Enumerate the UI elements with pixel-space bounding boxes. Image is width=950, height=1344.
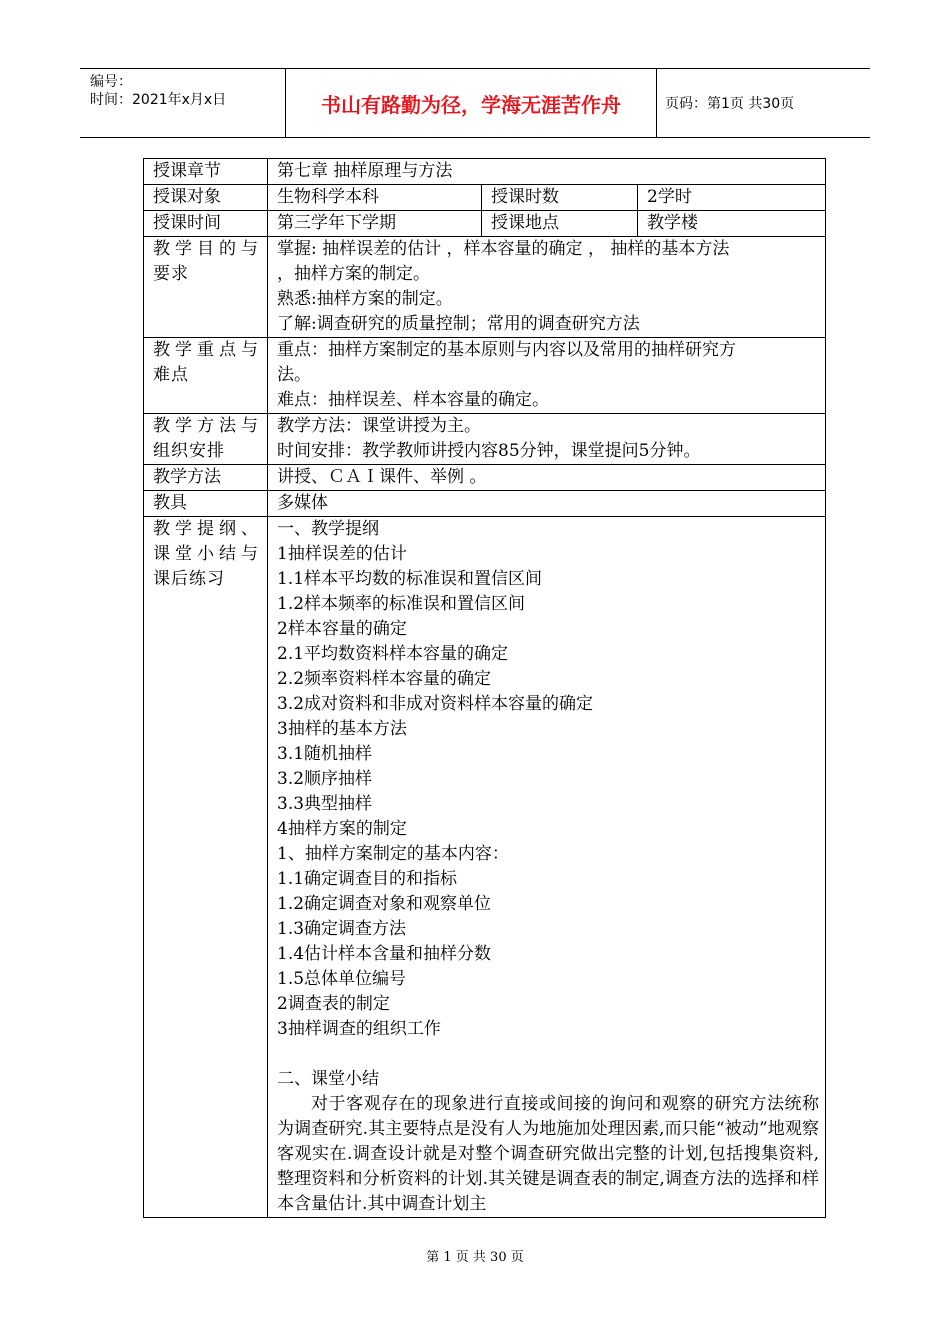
outline-line: 4抽样方案的制定 bbox=[277, 819, 407, 839]
outline-line: 1、抽样方案制定的基本内容： bbox=[277, 844, 509, 864]
outline-list bbox=[277, 517, 825, 1042]
header-page-label: 页码：第1页 共30页 bbox=[665, 96, 795, 112]
goals-line: ，抽样方案的制定。 bbox=[277, 264, 430, 284]
hours-label: 授课时数 bbox=[482, 185, 638, 211]
time-label: 授课时间 bbox=[144, 211, 268, 237]
outline-line: 1抽样误差的估计 bbox=[277, 544, 407, 564]
page-header bbox=[80, 68, 870, 138]
header-meta bbox=[80, 69, 285, 137]
number-label: 编号： bbox=[90, 74, 132, 90]
method-org-line: 教学方法：课堂讲授为主。 bbox=[277, 416, 481, 436]
outline-line: 一、教学提纲 bbox=[277, 519, 379, 539]
keys-line: 难点：抽样误差、样本容量的确定。 bbox=[277, 390, 549, 410]
summary-paragraph: 对于客观存在的现象进行直接或间接的询问和观察的研究方法统称为调查研究.其主要特点是没有人为地施加处理因素,而只能“被动”地观察客观实在.调查设计就是对整个调查研究做出完整的计划,包括搜集资料,整理资料和分析资料的计划.其关键是调查表的制定,调查方法的选择和样本含量估计.其中调查计划主 bbox=[277, 1094, 820, 1214]
goals-label: 教学目的与 要求 bbox=[144, 237, 268, 338]
table-row bbox=[144, 517, 826, 1218]
method-value: 讲授、ＣＡＩ课件、举例 。 bbox=[268, 465, 826, 491]
outline-line: 3.1随机抽样 bbox=[277, 744, 373, 764]
audience-label: 授课对象 bbox=[144, 185, 268, 211]
tools-value: 多媒体 bbox=[268, 491, 826, 517]
goals-line: 熟悉:抽样方案的制定。 bbox=[277, 289, 453, 309]
outline-line: 1.5总体单位编号 bbox=[277, 969, 407, 989]
chapter-label: 授课章节 bbox=[144, 159, 268, 185]
outline-line: 1.3确定调查方法 bbox=[277, 919, 407, 939]
keys-content bbox=[268, 338, 826, 414]
outline-line: 1.2样本频率的标准误和置信区间 bbox=[277, 594, 526, 614]
table-row bbox=[144, 338, 826, 414]
outline-line: 1.1确定调查目的和指标 bbox=[277, 869, 458, 889]
table-row bbox=[144, 491, 826, 517]
outline-line: 2.1平均数资料样本容量的确定 bbox=[277, 644, 509, 664]
keys-line: 法。 bbox=[277, 365, 311, 385]
goals-line: 了解:调查研究的质量控制；常用的调查研究方法 bbox=[277, 314, 640, 334]
place-value: 教学楼 bbox=[638, 211, 826, 237]
time-label: 时间：2021年x月x日 bbox=[90, 92, 227, 108]
outline-line: 1.1样本平均数的标准误和置信区间 bbox=[277, 569, 543, 589]
outline-line: 2调查表的制定 bbox=[277, 994, 390, 1014]
outline-line: 2.2频率资料样本容量的确定 bbox=[277, 669, 492, 689]
page-footer: 第 1 页 共 30 页 bbox=[426, 1250, 524, 1265]
summary-title: 二、课堂小结 bbox=[277, 1069, 379, 1089]
outline-line: 2样本容量的确定 bbox=[277, 619, 407, 639]
outline-line: 3抽样调查的组织工作 bbox=[277, 1019, 441, 1039]
outline-line: 3.3典型抽样 bbox=[277, 794, 373, 814]
keys-line: 重点：抽样方案制定的基本原则与内容以及常用的抽样研究方 bbox=[277, 340, 736, 360]
outline-line: 3.2成对资料和非成对资料样本容量的确定 bbox=[277, 694, 594, 714]
keys-label: 教学重点与 难点 bbox=[144, 338, 268, 414]
method-org-content bbox=[268, 414, 826, 465]
tools-label: 教具 bbox=[144, 491, 268, 517]
outline-content bbox=[268, 517, 826, 1218]
method-org-line: 时间安排：教学教师讲授内容85分钟，课堂提问5分钟。 bbox=[277, 441, 701, 461]
table-row bbox=[144, 414, 826, 465]
outline-label: 教学提纲、 课堂小结与 课后练习 bbox=[144, 517, 268, 1218]
method-label: 教学方法 bbox=[144, 465, 268, 491]
table-row bbox=[144, 185, 826, 211]
method-org-label: 教学方法与 组织安排 bbox=[144, 414, 268, 465]
spacer bbox=[277, 1042, 825, 1067]
header-motto: 书山有路勤为径，学海无涯苦作舟 bbox=[285, 69, 657, 137]
place-label: 授课地点 bbox=[482, 211, 638, 237]
goals-content bbox=[268, 237, 826, 338]
hours-value: 2学时 bbox=[638, 185, 826, 211]
table-row bbox=[144, 159, 826, 185]
goals-line: 掌握: 抽样误差的估计 ，样本容量的确定 ， 抽样的基本方法 bbox=[277, 239, 730, 259]
table-row bbox=[144, 237, 826, 338]
audience-value: 生物科学本科 bbox=[268, 185, 482, 211]
table-row bbox=[144, 465, 826, 491]
outline-line: 1.2确定调查对象和观察单位 bbox=[277, 894, 492, 914]
outline-line: 3.2顺序抽样 bbox=[277, 769, 373, 789]
outline-line: 1.4估计样本含量和抽样分数 bbox=[277, 944, 492, 964]
outline-line: 3抽样的基本方法 bbox=[277, 719, 407, 739]
lesson-plan-table bbox=[143, 158, 826, 1218]
time-value: 第三学年下学期 bbox=[268, 211, 482, 237]
chapter-value: 第七章 抽样原理与方法 bbox=[268, 159, 826, 185]
table-row bbox=[144, 211, 826, 237]
